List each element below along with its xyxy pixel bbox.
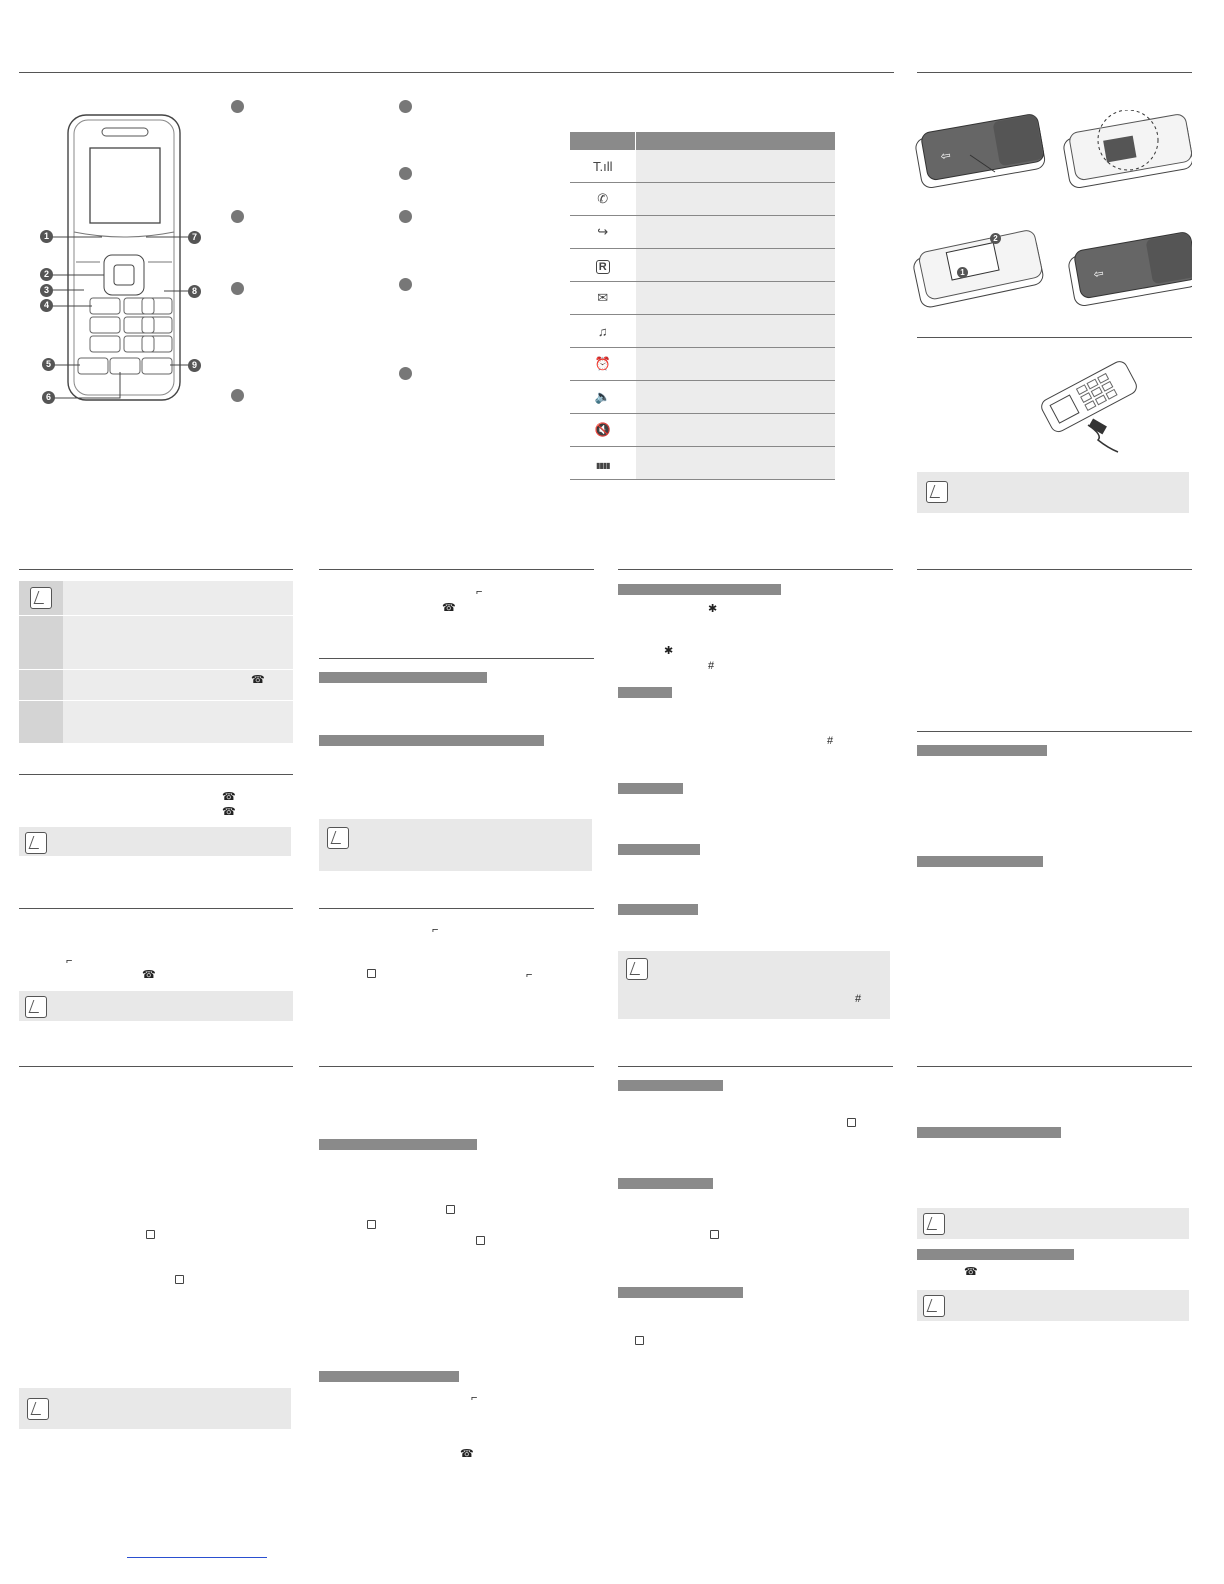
note-icon <box>926 481 948 503</box>
section-rule <box>917 731 1192 732</box>
call-diverting-icon: ↪ <box>597 224 609 239</box>
section-rule <box>618 569 893 570</box>
subsection-bar <box>618 1178 713 1189</box>
subsection-bar <box>319 1139 477 1150</box>
subsection-bar <box>618 783 683 794</box>
note-box <box>19 1388 291 1429</box>
menu-key-icon <box>635 1336 644 1345</box>
menu-key-icon <box>710 1230 719 1239</box>
subsection-bar <box>618 844 700 855</box>
subsection-bar <box>917 856 1043 867</box>
subsection-bar <box>618 1287 743 1298</box>
bullet-dot <box>231 210 244 223</box>
subsection-bar <box>917 1249 1074 1260</box>
note-box <box>917 1290 1189 1321</box>
callout-2: 2 <box>40 268 53 281</box>
hash-key-icon: # <box>827 735 834 747</box>
alarm-icon: ⏰ <box>594 356 611 371</box>
indicator-icons-table <box>570 132 835 480</box>
top-rule-left <box>19 72 894 73</box>
charger-diagram <box>1038 360 1138 455</box>
web-link[interactable] <box>127 1557 267 1558</box>
subsection-bar <box>319 1371 459 1382</box>
voice-mail-icon: ♫ <box>597 323 608 339</box>
callout-8: 8 <box>188 285 201 298</box>
subsection-bar <box>319 735 544 746</box>
end-key-icon: ☎ <box>222 806 236 818</box>
dial-key-icon: ⌐ <box>471 1392 478 1404</box>
note-icon <box>27 1398 49 1420</box>
note-icon <box>923 1295 945 1317</box>
menu-key-icon <box>476 1236 485 1245</box>
hash-key-icon: # <box>708 660 715 672</box>
note-icon <box>923 1213 945 1235</box>
svg-text:⇦: ⇦ <box>939 147 952 164</box>
callout-3: 3 <box>40 284 53 297</box>
note-icon <box>626 958 648 980</box>
menu-key-icon <box>367 1220 376 1229</box>
bullet-dot <box>399 167 412 180</box>
section-rule <box>917 337 1192 338</box>
table-row <box>570 381 835 414</box>
end-key-icon: ☎ <box>442 602 456 614</box>
menu-key-icon <box>367 969 376 978</box>
table-row <box>570 348 835 381</box>
bullet-dot <box>399 367 412 380</box>
section-rule <box>319 1066 594 1067</box>
dial-key-icon: ⌐ <box>476 586 483 598</box>
bullet-dot <box>399 100 412 113</box>
note-box <box>917 1208 1189 1239</box>
bullet-dot <box>231 282 244 295</box>
menu-key-icon <box>175 1275 184 1284</box>
top-rule-right <box>917 72 1192 73</box>
table-row <box>570 447 835 480</box>
table-row <box>570 183 835 216</box>
callout-1: 1 <box>40 230 53 243</box>
table-row <box>570 216 835 249</box>
end-key-icon: ☎ <box>142 969 156 981</box>
call-in-progress-icon: ✆ <box>597 191 609 206</box>
table-row <box>570 414 835 447</box>
section-rule <box>618 1066 893 1067</box>
section-rule <box>319 658 594 659</box>
note-box <box>319 819 592 871</box>
dial-key-icon: ⌐ <box>432 924 439 936</box>
key-function-table <box>19 581 293 743</box>
note-box <box>917 472 1189 513</box>
star-key-icon: ✱ <box>664 645 674 657</box>
subsection-bar <box>319 672 487 683</box>
end-key-icon: ☎ <box>460 1448 474 1460</box>
bullet-dot <box>231 389 244 402</box>
menu-key-icon <box>446 1205 455 1214</box>
section-rule <box>917 569 1192 570</box>
subsection-bar <box>618 904 698 915</box>
callout-6: 6 <box>42 391 55 404</box>
section-rule <box>19 908 293 909</box>
note-box <box>618 951 890 1019</box>
signal-strength-icon: T.ıll <box>593 158 613 174</box>
section-rule <box>319 908 594 909</box>
note-icon <box>25 996 47 1018</box>
dial-key-icon: ⌐ <box>66 955 73 967</box>
battery-level-icon: ▮▮▮▮ <box>595 460 610 470</box>
end-key-icon: ☎ <box>964 1266 978 1278</box>
note-icon <box>30 587 52 609</box>
battery-step-2: 2 <box>990 233 1001 244</box>
callout-7: 7 <box>188 231 201 244</box>
section-rule <box>19 569 293 570</box>
callout-4: 4 <box>40 299 53 312</box>
callout-5: 5 <box>42 358 55 371</box>
table-header-row <box>570 132 835 150</box>
star-key-icon: ✱ <box>708 603 718 615</box>
subsection-bar <box>618 584 781 595</box>
battery-cover-diagram <box>910 110 1192 320</box>
roaming-icon: R <box>596 260 610 274</box>
table-row <box>570 282 835 315</box>
bullet-dot <box>399 278 412 291</box>
section-rule <box>319 569 594 570</box>
phone-diagram <box>36 110 208 410</box>
table-row <box>570 315 835 348</box>
battery-step-1: 1 <box>957 267 968 278</box>
note-box <box>19 827 291 856</box>
table-row <box>570 150 835 183</box>
end-key-icon: ☎ <box>222 791 236 803</box>
menu-key-icon <box>146 1230 155 1239</box>
silent-profile-icon: 🔇 <box>594 422 611 437</box>
hash-key-icon: # <box>855 993 862 1005</box>
table-row <box>570 249 835 282</box>
section-rule <box>19 1066 293 1067</box>
new-message-icon: ✉ <box>597 290 609 305</box>
end-key-icon: ☎ <box>251 674 265 686</box>
section-rule <box>917 1066 1192 1067</box>
note-icon <box>327 827 349 849</box>
note-icon <box>25 832 47 854</box>
subsection-bar <box>917 745 1047 756</box>
section-rule <box>19 774 293 775</box>
subsection-bar <box>618 687 672 698</box>
callout-9: 9 <box>188 359 201 372</box>
bullet-dot <box>399 210 412 223</box>
subsection-bar <box>618 1080 723 1091</box>
dial-key-icon: ⌐ <box>526 969 533 981</box>
svg-text:⇦: ⇦ <box>1092 265 1105 282</box>
note-box <box>19 991 293 1021</box>
bullet-dot <box>231 100 244 113</box>
normal-profile-icon: 🔈 <box>594 389 611 404</box>
menu-key-icon <box>847 1118 856 1127</box>
subsection-bar <box>917 1127 1061 1138</box>
